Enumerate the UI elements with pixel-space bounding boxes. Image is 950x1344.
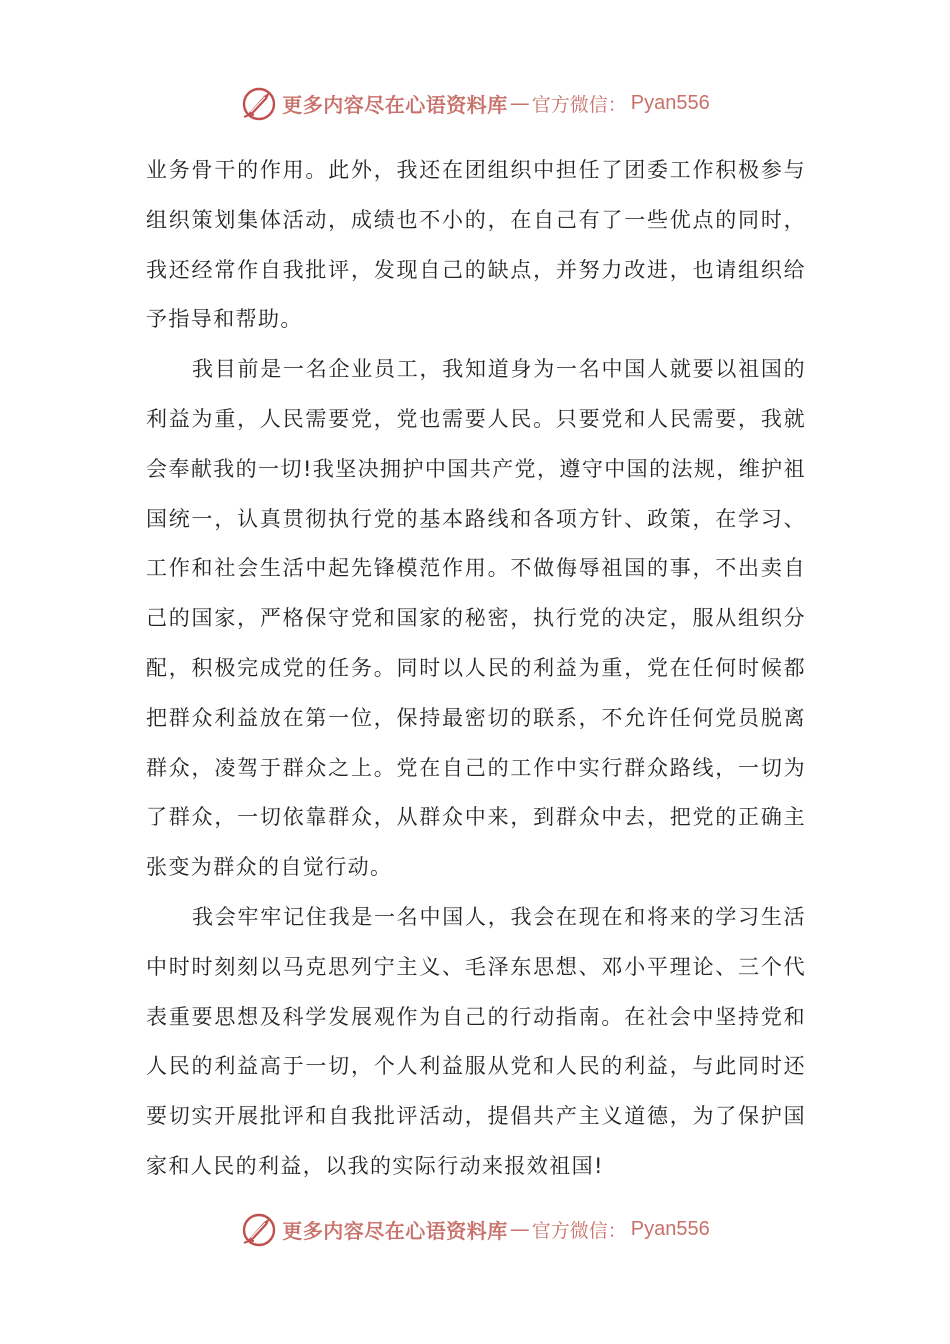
paragraph: 我目前是一名企业员工，我知道身为一名中国人就要以祖国的利益为重，人民需要党，党也需要人民。只要党和人民需要，我就会奉献我的一切!我坚决拥护中国共产党，遵守中国的法规，维护祖国统一，认真贯彻执行党的基本路线和各项方针、政策，在学习、工作和社会生活中起先锋模范作用。不做侮辱祖国的事，不出卖自己的国家，严格保守党和国家的秘密，执行党的决定，服从组织分配，积极完成党的任务。同时以人民的利益为重，党在任何时候都把群众利益放在第一位，保持最密切的联系，不允许任何党员脱离群众，凌驾于群众之上。党在自己的工作中实行群众路线，一切为了群众，一切依靠群众，从群众中来，到群众中去，把党的正确主张变为群众的自觉行动。	[146, 357, 806, 880]
banner-main-text: 更多内容尽在心语资料库	[282, 1218, 508, 1243]
banner-wechat-label: 官方微信：	[531, 93, 627, 116]
banner-wechat-id: Pyan556	[630, 1217, 710, 1240]
banner-separator: —	[509, 1217, 530, 1241]
header-banner	[0, 80, 950, 126]
paragraph: 业务骨干的作用。此外，我还在团组织中担任了团委工作积极参与组织策划集体活动，成绩也不小的，在自己有了一些优点的同时，我还经常作自我批评，发现自己的缺点，并努力改进，也请组织给予指导和帮助。	[146, 158, 806, 332]
document-body	[146, 146, 806, 1192]
pen-nib-logo-icon	[240, 84, 278, 122]
banner-main-text: 更多内容尽在心语资料库	[282, 92, 508, 117]
paragraph: 我会牢牢记住我是一名中国人，我会在现在和将来的学习生活中时时刻刻以马克思列宁主义、毛泽东思想、邓小平理论、三个代表重要思想及科学发展观作为自己的行动指南。在社会中坚持党和人民的利益高于一切，个人利益服从党和人民的利益，与此同时还要切实开展批评和自我批评活动，提倡共产主义道德，为了保护国家和人民的利益，以我的实际行动来报效祖国!	[146, 904, 806, 1178]
banner-wechat-label: 官方微信：	[531, 1219, 627, 1242]
footer-banner	[0, 1206, 950, 1252]
pen-nib-logo-icon	[240, 1210, 278, 1248]
banner-separator: —	[509, 91, 530, 115]
banner-wechat-id: Pyan556	[630, 91, 710, 114]
